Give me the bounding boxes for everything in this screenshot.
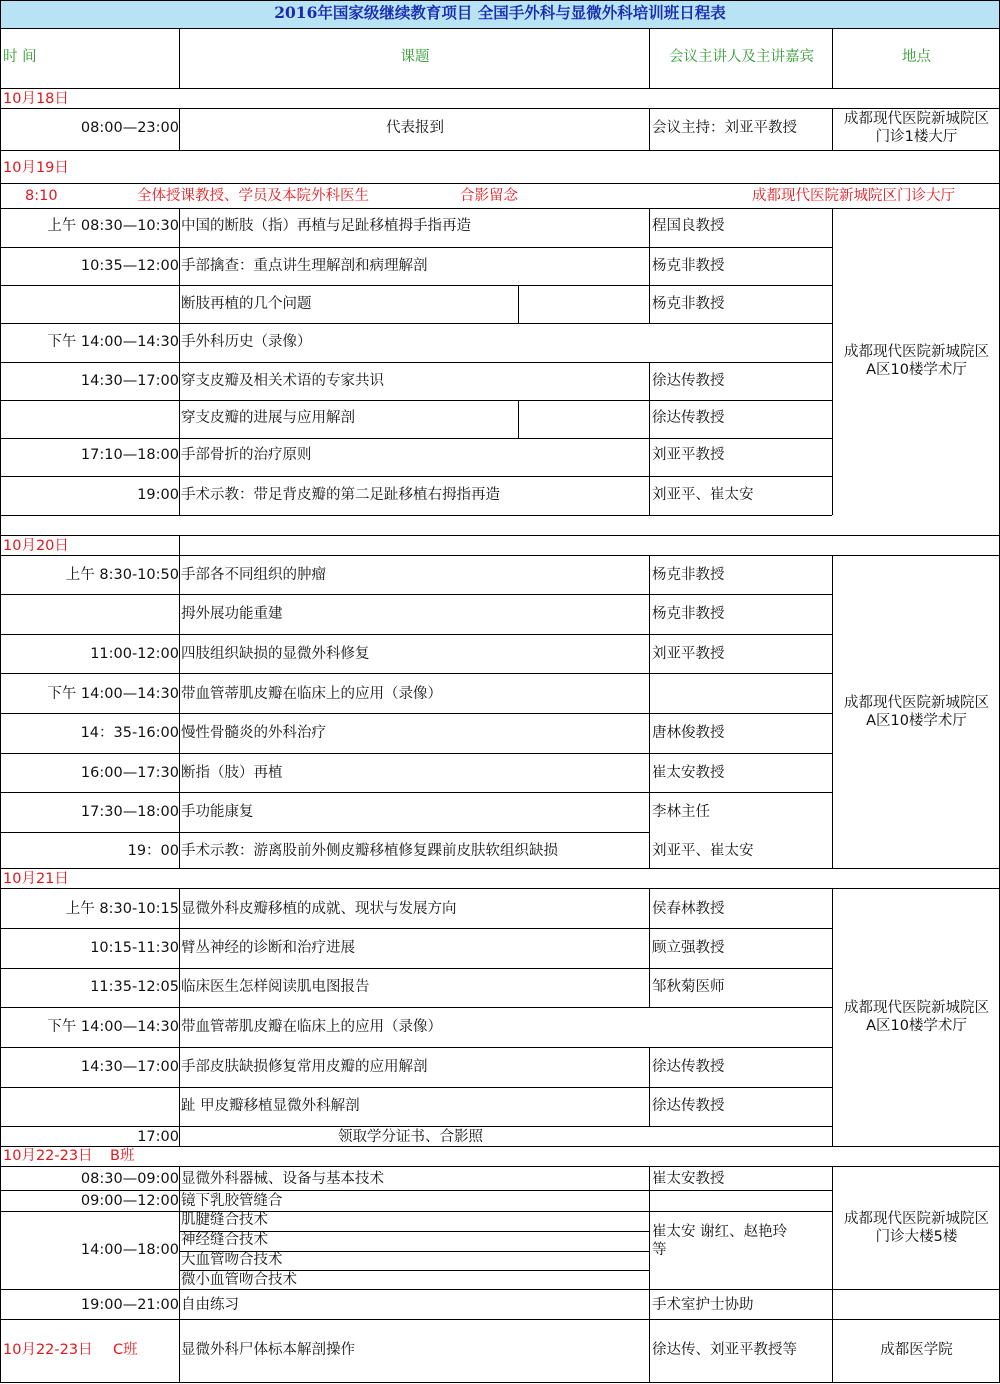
grid-line bbox=[179, 634, 180, 673]
grid-line bbox=[0, 1382, 1000, 1383]
grid-line bbox=[179, 968, 180, 1007]
grid-line bbox=[0, 515, 832, 516]
grid-line bbox=[179, 1231, 649, 1232]
schedule-topic: 手部骨折的治疗原则 bbox=[181, 447, 312, 463]
header-time: 时 间 bbox=[3, 49, 37, 65]
schedule-time: 10:15-11:30 bbox=[90, 940, 179, 956]
schedule-time: 14:30—17:00 bbox=[80, 373, 179, 389]
grid-line bbox=[0, 1319, 1000, 1320]
grid-line bbox=[649, 476, 650, 515]
grid-line bbox=[649, 928, 650, 968]
page-title: 2016年国家级继续教育项目 全国手外科与显微外科培训班日程表 bbox=[274, 3, 726, 22]
schedule-place: A区10楼学术厅 bbox=[866, 362, 967, 378]
schedule-topic: 带血管蒂肌皮瓣在临床上的应用（录像） bbox=[181, 686, 442, 702]
grid-line bbox=[0, 1190, 832, 1191]
schedule-place: 成都现代医院新城院区 bbox=[844, 695, 989, 711]
grid-line bbox=[649, 1289, 650, 1319]
schedule-speaker: 会议主持：刘亚平教授 bbox=[652, 120, 797, 136]
schedule-speaker: 徐达传教授 bbox=[652, 1059, 725, 1075]
grid-line bbox=[649, 28, 650, 88]
header-speaker: 会议主讲人及主讲嘉宾 bbox=[669, 49, 814, 65]
schedule-time: 上午 8:30-10:15 bbox=[65, 901, 179, 917]
grid-line bbox=[179, 1211, 649, 1212]
schedule-place: 成都现代医院新城院区 bbox=[844, 1000, 989, 1016]
schedule-place: 门诊大楼5楼 bbox=[875, 1229, 958, 1245]
grid-line bbox=[179, 1126, 180, 1146]
schedule-topic: 手部皮肤缺损修复常用皮瓣的应用解剖 bbox=[181, 1059, 428, 1075]
grid-line bbox=[0, 1126, 832, 1127]
schedule-topic: 显微外科尸体标本解剖操作 bbox=[181, 1342, 355, 1358]
grid-line bbox=[649, 594, 650, 634]
schedule-speaker: 杨克非教授 bbox=[652, 258, 725, 274]
schedule-place: A区10楼学术厅 bbox=[866, 1018, 967, 1034]
grid-line bbox=[179, 362, 180, 400]
grid-line bbox=[0, 792, 832, 793]
grid-line bbox=[179, 832, 180, 868]
grid-line bbox=[0, 753, 832, 754]
grid-line bbox=[0, 285, 832, 286]
schedule-topic: 手术示教：带足背皮瓣的第二足趾移植右拇指再造 bbox=[181, 487, 500, 503]
grid-line bbox=[832, 108, 833, 150]
grid-line bbox=[0, 928, 832, 929]
schedule-topic: 大血管吻合技术 bbox=[181, 1252, 283, 1268]
schedule-time: 17:10—18:00 bbox=[80, 447, 179, 463]
grid-line bbox=[179, 713, 180, 753]
grid-line bbox=[649, 1047, 650, 1087]
grid-line bbox=[518, 285, 519, 323]
grid-line bbox=[0, 1166, 1000, 1167]
grid-line bbox=[179, 400, 180, 438]
grid-line bbox=[0, 1087, 832, 1088]
schedule-place: 门诊1楼大厅 bbox=[875, 129, 958, 145]
schedule-topic: 代表报到 bbox=[386, 120, 444, 136]
grid-line bbox=[649, 1211, 832, 1212]
grid-line bbox=[649, 555, 650, 594]
grid-line bbox=[0, 1211, 179, 1212]
grid-line bbox=[0, 555, 1000, 556]
grid-line bbox=[832, 1166, 833, 1319]
grid-line bbox=[0, 362, 832, 363]
grid-line bbox=[0, 594, 832, 595]
schedule-time: 19:00—21:00 bbox=[80, 1297, 179, 1313]
grid-line bbox=[179, 673, 180, 713]
schedule-speaker: 杨克非教授 bbox=[652, 567, 725, 583]
grid-line bbox=[0, 713, 832, 714]
schedule-time: 16:00—17:30 bbox=[80, 765, 179, 781]
grid-line bbox=[0, 0, 1000, 1]
grid-line bbox=[179, 1270, 649, 1271]
grid-line bbox=[0, 1007, 832, 1008]
grid-line bbox=[649, 713, 650, 753]
grid-line bbox=[0, 968, 832, 969]
grid-line bbox=[649, 673, 650, 713]
grid-line bbox=[179, 323, 180, 362]
schedule-speaker: 刘亚平、崔太安 bbox=[652, 487, 754, 503]
schedule-time: 11:00-12:00 bbox=[90, 646, 179, 662]
schedule-speaker: 崔太安教授 bbox=[652, 765, 725, 781]
schedule-speaker: 手术室护士协助 bbox=[652, 1297, 754, 1313]
header-topic: 课题 bbox=[400, 49, 430, 65]
schedule-topic: 手外科历史（录像） bbox=[181, 334, 312, 350]
grid-line bbox=[649, 108, 650, 150]
schedule-topic: 慢性骨髓炎的外科治疗 bbox=[181, 725, 326, 741]
schedule-time: 上午 8:30-10:50 bbox=[65, 567, 179, 583]
schedule-topic: 中国的断肢（指）再植与足趾移植拇手指再造 bbox=[181, 218, 471, 234]
grid-line bbox=[179, 928, 180, 968]
grid-line bbox=[832, 1319, 833, 1382]
schedule-topic: 断指（肢）再植 bbox=[181, 765, 283, 781]
schedule-speaker: 杨克非教授 bbox=[652, 606, 725, 622]
schedule-time: 10:35—12:00 bbox=[80, 258, 179, 274]
grid-line bbox=[0, 208, 1000, 209]
date-oct18: 10月18日 bbox=[3, 91, 69, 107]
schedule-speaker: 徐达传教授 bbox=[652, 410, 725, 426]
grid-line bbox=[179, 285, 180, 323]
grid-line bbox=[832, 888, 833, 1146]
schedule-topic: 手功能康复 bbox=[181, 804, 254, 820]
grid-line bbox=[179, 535, 180, 555]
grid-line bbox=[179, 888, 180, 928]
schedule-topic: 自由练习 bbox=[181, 1297, 239, 1313]
grid-line bbox=[0, 476, 832, 477]
schedule-time: 19：00 bbox=[127, 843, 179, 859]
schedule-speaker: 等 bbox=[652, 1242, 667, 1258]
schedule-speaker: 徐达传教授 bbox=[652, 1098, 725, 1114]
schedule-speaker: 崔太安 谢红、赵艳玲 bbox=[652, 1224, 788, 1240]
schedule-topic: 穿支皮瓣的进展与应用解剖 bbox=[181, 410, 355, 426]
schedule-place: 成都现代医院新城院区 bbox=[844, 344, 989, 360]
class-label-c: C班 bbox=[113, 1342, 138, 1358]
schedule-speaker: 徐达传教授 bbox=[652, 373, 725, 389]
grid-line bbox=[832, 28, 833, 88]
grid-line bbox=[179, 476, 180, 515]
grid-line bbox=[0, 323, 832, 324]
schedule-topic: 断肢再植的几个问题 bbox=[181, 296, 312, 312]
grid-line bbox=[649, 634, 650, 673]
grid-line bbox=[649, 247, 650, 285]
schedule-speaker: 刘亚平教授 bbox=[652, 447, 725, 463]
schedule-speaker: 杨克非教授 bbox=[652, 296, 725, 312]
grid-line bbox=[0, 183, 1000, 184]
grid-line bbox=[0, 108, 1000, 109]
schedule-speaker: 顾立强教授 bbox=[652, 940, 725, 956]
schedule-time: 17:00 bbox=[137, 1129, 179, 1145]
grid-line bbox=[179, 753, 180, 792]
grid-line bbox=[179, 1319, 180, 1382]
grid-line bbox=[0, 832, 649, 833]
schedule-time: 08:30—09:00 bbox=[80, 1171, 179, 1187]
grid-line bbox=[649, 438, 650, 476]
date-oct22-23-c: 10月22-23日 bbox=[3, 1342, 93, 1358]
schedule-place: 成都医学院 bbox=[880, 1342, 953, 1358]
schedule-time: 11:35-12:05 bbox=[90, 979, 179, 995]
schedule-topic: 手部各不同组织的肿瘤 bbox=[181, 567, 326, 583]
schedule-time: 09:00—12:00 bbox=[80, 1193, 179, 1209]
schedule-place: 成都现代医院新城院区 bbox=[844, 111, 989, 127]
schedule-topic: 显微外科器械、设备与基本技术 bbox=[181, 1171, 384, 1187]
grid-line bbox=[179, 1251, 649, 1252]
schedule-time: 下午 14:00—14:30 bbox=[47, 686, 179, 702]
grid-line bbox=[649, 362, 650, 400]
grid-line bbox=[0, 1289, 1000, 1290]
grid-line bbox=[0, 247, 832, 248]
schedule-speaker: 李林主任 bbox=[652, 804, 710, 820]
schedule-time: 14:30—17:00 bbox=[80, 1059, 179, 1075]
grid-line bbox=[0, 868, 1000, 869]
schedule-topic: 拇外展功能重建 bbox=[181, 606, 283, 622]
grid-line bbox=[649, 400, 650, 438]
grid-line bbox=[0, 1047, 832, 1048]
banner-what: 合影留念 bbox=[460, 188, 518, 204]
date-oct22-23: 10月22-23日 bbox=[3, 1148, 93, 1164]
banner-where: 成都现代医院新城院区门诊大厅 bbox=[752, 188, 955, 204]
schedule-topic: 神经缝合技术 bbox=[181, 1232, 268, 1248]
date-oct21: 10月21日 bbox=[3, 871, 69, 887]
grid-line bbox=[832, 555, 833, 868]
grid-line bbox=[179, 1047, 180, 1087]
grid-line bbox=[649, 968, 650, 1007]
banner-who: 全体授课教授、学员及本院外科医生 bbox=[137, 188, 369, 204]
schedule-topic: 领取学分证书、合影照 bbox=[338, 1129, 483, 1145]
schedule-time: 下午 14:00—14:30 bbox=[47, 334, 179, 350]
schedule-speaker: 徐达传、刘亚平教授等 bbox=[652, 1342, 797, 1358]
schedule-topic: 臂丛神经的诊断和治疗进展 bbox=[181, 940, 355, 956]
header-place: 地点 bbox=[902, 49, 931, 65]
grid-line bbox=[0, 888, 1000, 889]
grid-line bbox=[832, 208, 833, 515]
schedule-time: 14:00—18:00 bbox=[80, 1242, 179, 1258]
schedule-topic: 肌腱缝合技术 bbox=[181, 1212, 268, 1228]
schedule-topic: 带血管蒂肌皮瓣在临床上的应用（录像） bbox=[181, 1019, 442, 1035]
grid-line bbox=[649, 792, 650, 832]
schedule-speaker: 邹秋菊医师 bbox=[652, 979, 725, 995]
schedule-speaker: 刘亚平教授 bbox=[652, 646, 725, 662]
grid-line bbox=[649, 285, 650, 323]
schedule-speaker: 刘亚平、崔太安 bbox=[652, 843, 754, 859]
grid-line bbox=[179, 792, 180, 832]
schedule-time: 下午 14:00—14:30 bbox=[47, 1019, 179, 1035]
grid-line bbox=[179, 28, 180, 88]
schedule-speaker: 唐林俊教授 bbox=[652, 725, 725, 741]
grid-line bbox=[649, 753, 650, 792]
banner-time: 8:10 bbox=[25, 188, 58, 204]
grid-line bbox=[179, 108, 180, 150]
grid-line bbox=[0, 1146, 1000, 1147]
grid-line bbox=[0, 28, 1000, 29]
schedule-topic: 微小血管吻合技术 bbox=[181, 1272, 297, 1288]
schedule-time: 19:00 bbox=[137, 487, 179, 503]
schedule-time: 08:00—23:00 bbox=[80, 120, 179, 136]
grid-line bbox=[179, 1289, 180, 1319]
grid-line bbox=[649, 1319, 650, 1382]
class-label-b: B班 bbox=[110, 1148, 135, 1164]
grid-line bbox=[0, 400, 832, 401]
schedule-topic: 镜下乳胶管缝合 bbox=[181, 1193, 283, 1209]
grid-line bbox=[649, 832, 650, 868]
schedule-time: 上午 08:30—10:30 bbox=[47, 218, 179, 234]
schedule-place: A区10楼学术厅 bbox=[866, 713, 967, 729]
schedule-place: 成都现代医院新城院区 bbox=[844, 1211, 989, 1227]
grid-line bbox=[179, 1007, 180, 1047]
grid-line bbox=[179, 555, 180, 594]
schedule-topic: 临床医生怎样阅读肌电图报告 bbox=[181, 979, 370, 995]
schedule-time: 17:30—18:00 bbox=[80, 804, 179, 820]
grid-line bbox=[0, 634, 832, 635]
grid-line bbox=[0, 438, 832, 439]
grid-line bbox=[649, 1166, 650, 1289]
grid-line bbox=[179, 247, 180, 285]
schedule-topic: 手术示教：游离股前外侧皮瓣移植修复踝前皮肤软组织缺损 bbox=[181, 843, 558, 859]
grid-line bbox=[0, 150, 1000, 151]
schedule-speaker: 侯春林教授 bbox=[652, 901, 725, 917]
schedule-topic: 手部擒查：重点讲生理解剖和病理解剖 bbox=[181, 258, 428, 274]
schedule-speaker: 崔太安教授 bbox=[652, 1171, 725, 1187]
grid-line bbox=[179, 208, 180, 247]
date-oct19: 10月19日 bbox=[3, 160, 69, 176]
schedule-speaker: 程国良教授 bbox=[652, 218, 725, 234]
grid-line bbox=[649, 1087, 650, 1126]
grid-line bbox=[179, 438, 180, 476]
schedule-topic: 显微外科皮瓣移植的成就、现状与发展方向 bbox=[181, 901, 457, 917]
schedule-topic: 四肢组织缺损的显微外科修复 bbox=[181, 646, 370, 662]
schedule-topic: 趾 甲皮瓣移植显微外科解剖 bbox=[181, 1098, 360, 1114]
date-oct20: 10月20日 bbox=[3, 538, 69, 554]
grid-line bbox=[0, 673, 832, 674]
grid-line bbox=[0, 88, 1000, 89]
grid-line bbox=[649, 888, 650, 928]
schedule-time: 14：35-16:00 bbox=[80, 725, 179, 741]
grid-line bbox=[179, 594, 180, 634]
grid-line bbox=[649, 208, 650, 247]
grid-line bbox=[518, 400, 519, 438]
grid-line bbox=[0, 535, 1000, 536]
schedule-topic: 穿支皮瓣及相关术语的专家共识 bbox=[181, 373, 384, 389]
grid-line bbox=[179, 1087, 180, 1126]
